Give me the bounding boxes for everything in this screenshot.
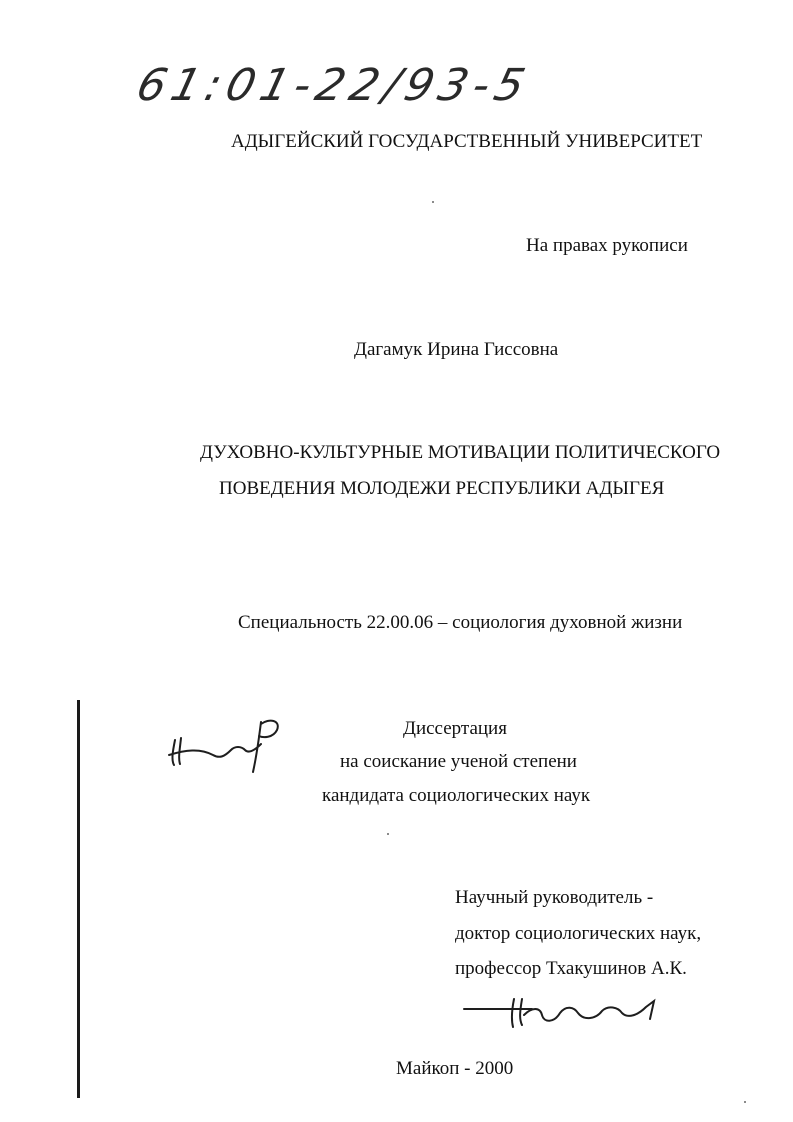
degree-purpose: на соискание ученой степени: [340, 751, 577, 772]
scan-edge-line: [77, 700, 80, 1098]
advisor-name: профессор Тхакушинов А.К.: [455, 958, 687, 979]
advisor-signature: [462, 993, 672, 1033]
thesis-title-line-1: ДУХОВНО-КУЛЬТУРНЫЕ МОТИВАЦИИ ПОЛИТИЧЕСКОГО: [200, 442, 721, 463]
thesis-title-line-2: ПОВЕДЕНИЯ МОЛОДЕЖИ РЕСПУБЛИКИ АДЫГЕЯ: [219, 478, 665, 499]
advisor-role: Научный руководитель -: [455, 887, 654, 908]
city-year: Майкоп - 2000: [396, 1058, 514, 1079]
dissertation-label: Диссертация: [403, 718, 507, 739]
specialty: Специальность 22.00.06 – социология духовной жизни: [238, 612, 683, 633]
author-name: Дагамук Ирина Гиссовна: [354, 339, 559, 360]
university-name: АДЫГЕЙСКИЙ ГОСУДАРСТВЕННЫЙ УНИВЕРСИТЕТ: [231, 131, 703, 152]
scan-speck: [432, 201, 434, 203]
signature-mark: [165, 710, 295, 780]
archive-code: 61:01-22/93-5: [131, 60, 536, 111]
degree-name: кандидата социологических наук: [322, 785, 591, 806]
scan-speck: [744, 1101, 746, 1103]
scan-speck: [387, 833, 389, 835]
advisor-degree: доктор социологических наук,: [455, 923, 702, 944]
manuscript-rights: На правах рукописи: [526, 235, 688, 256]
